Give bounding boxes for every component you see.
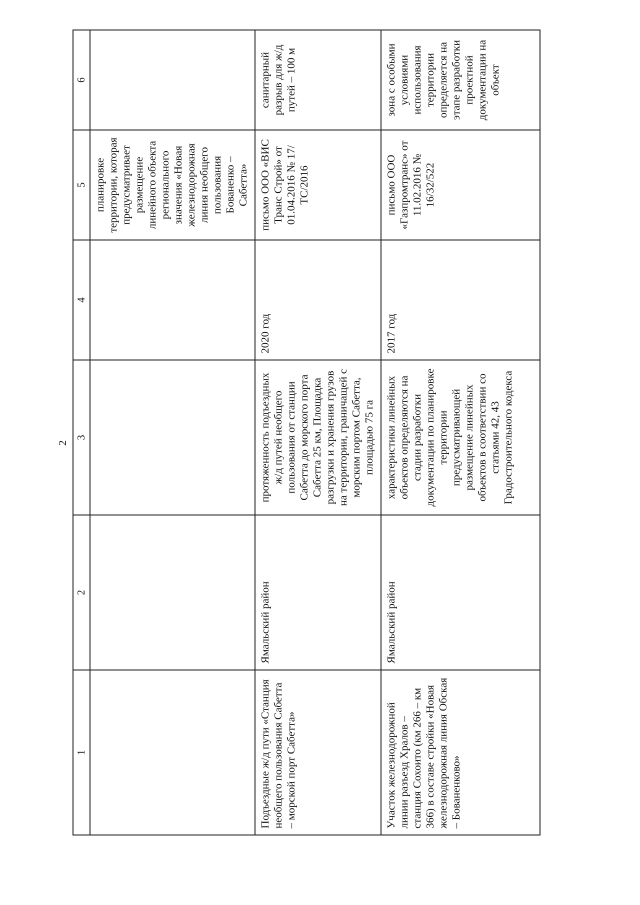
cell-object: Участок железнодорожной линии разъезд Хралов – станция Сохоито (км 266 – км 366) в составе стройки «Новая железнодорожная линия Обская – Бованенково»	[381, 670, 540, 835]
header-cell-3: 3	[73, 360, 90, 515]
cell-object: Подъездные ж/д пути «Станция необщего пользования Сабетта – морской порт Сабетта»	[255, 670, 381, 835]
header-cell-1: 1	[73, 670, 90, 835]
rotated-table-wrapper	[73, 31, 515, 836]
cell-zone: зона с особыми условиями использования территории определяется на этапе разработки проектной документации на объект	[381, 30, 540, 130]
cell-location	[90, 515, 255, 670]
header-cell-2: 2	[73, 515, 90, 670]
cell-characteristics	[90, 360, 255, 515]
cell-date: 2020 год	[255, 240, 381, 360]
cell-basis: планировке территории, которая предусматривает размещение линейного объекта регионального значения «Новая железнодорожная линия необщего пользования Бованенко – Сабетта»	[90, 130, 255, 240]
cell-basis: письмо ООО «ВИС Транс Строй» от 01.04.2016 № 17/ТС/2016	[255, 130, 381, 240]
cell-object	[90, 670, 255, 835]
cell-location: Ямальский район	[381, 515, 540, 670]
header-cell-4: 4	[73, 240, 90, 360]
cell-characteristics: протяженность подъездных ж/д путей необщего пользования от станции Сабетта до морского порта Сабетта 25 км, Площадка разгрузки и хранения грузов на территории, граничащей с морским портом Сабетта, площадью 75 га	[255, 360, 381, 515]
table-row	[90, 30, 255, 835]
header-cell-6: 6	[73, 30, 90, 130]
cell-characteristics: характеристики линейных объектов определяются на стадии разработки документации по планировке территории предусматривающей размещение линейных объектов в соответствии со статьями 42, 43 Градостроительного кодекса	[381, 360, 540, 515]
table-row	[255, 30, 381, 835]
cell-basis: письмо ООО «Газпромтранс» от 11.02.2016 № 16/32/522	[381, 130, 540, 240]
page-number: 2	[56, 440, 69, 446]
cell-date: 2017 год	[381, 240, 540, 360]
table-row	[381, 30, 540, 835]
cell-date	[90, 240, 255, 360]
objects-table	[73, 30, 541, 836]
cell-zone: санитарный разрыв для ж/д путей – 100 м	[255, 30, 381, 130]
cell-location: Ямальский район	[255, 515, 381, 670]
header-row	[73, 30, 90, 835]
cell-zone	[90, 30, 255, 130]
header-cell-5: 5	[73, 130, 90, 240]
